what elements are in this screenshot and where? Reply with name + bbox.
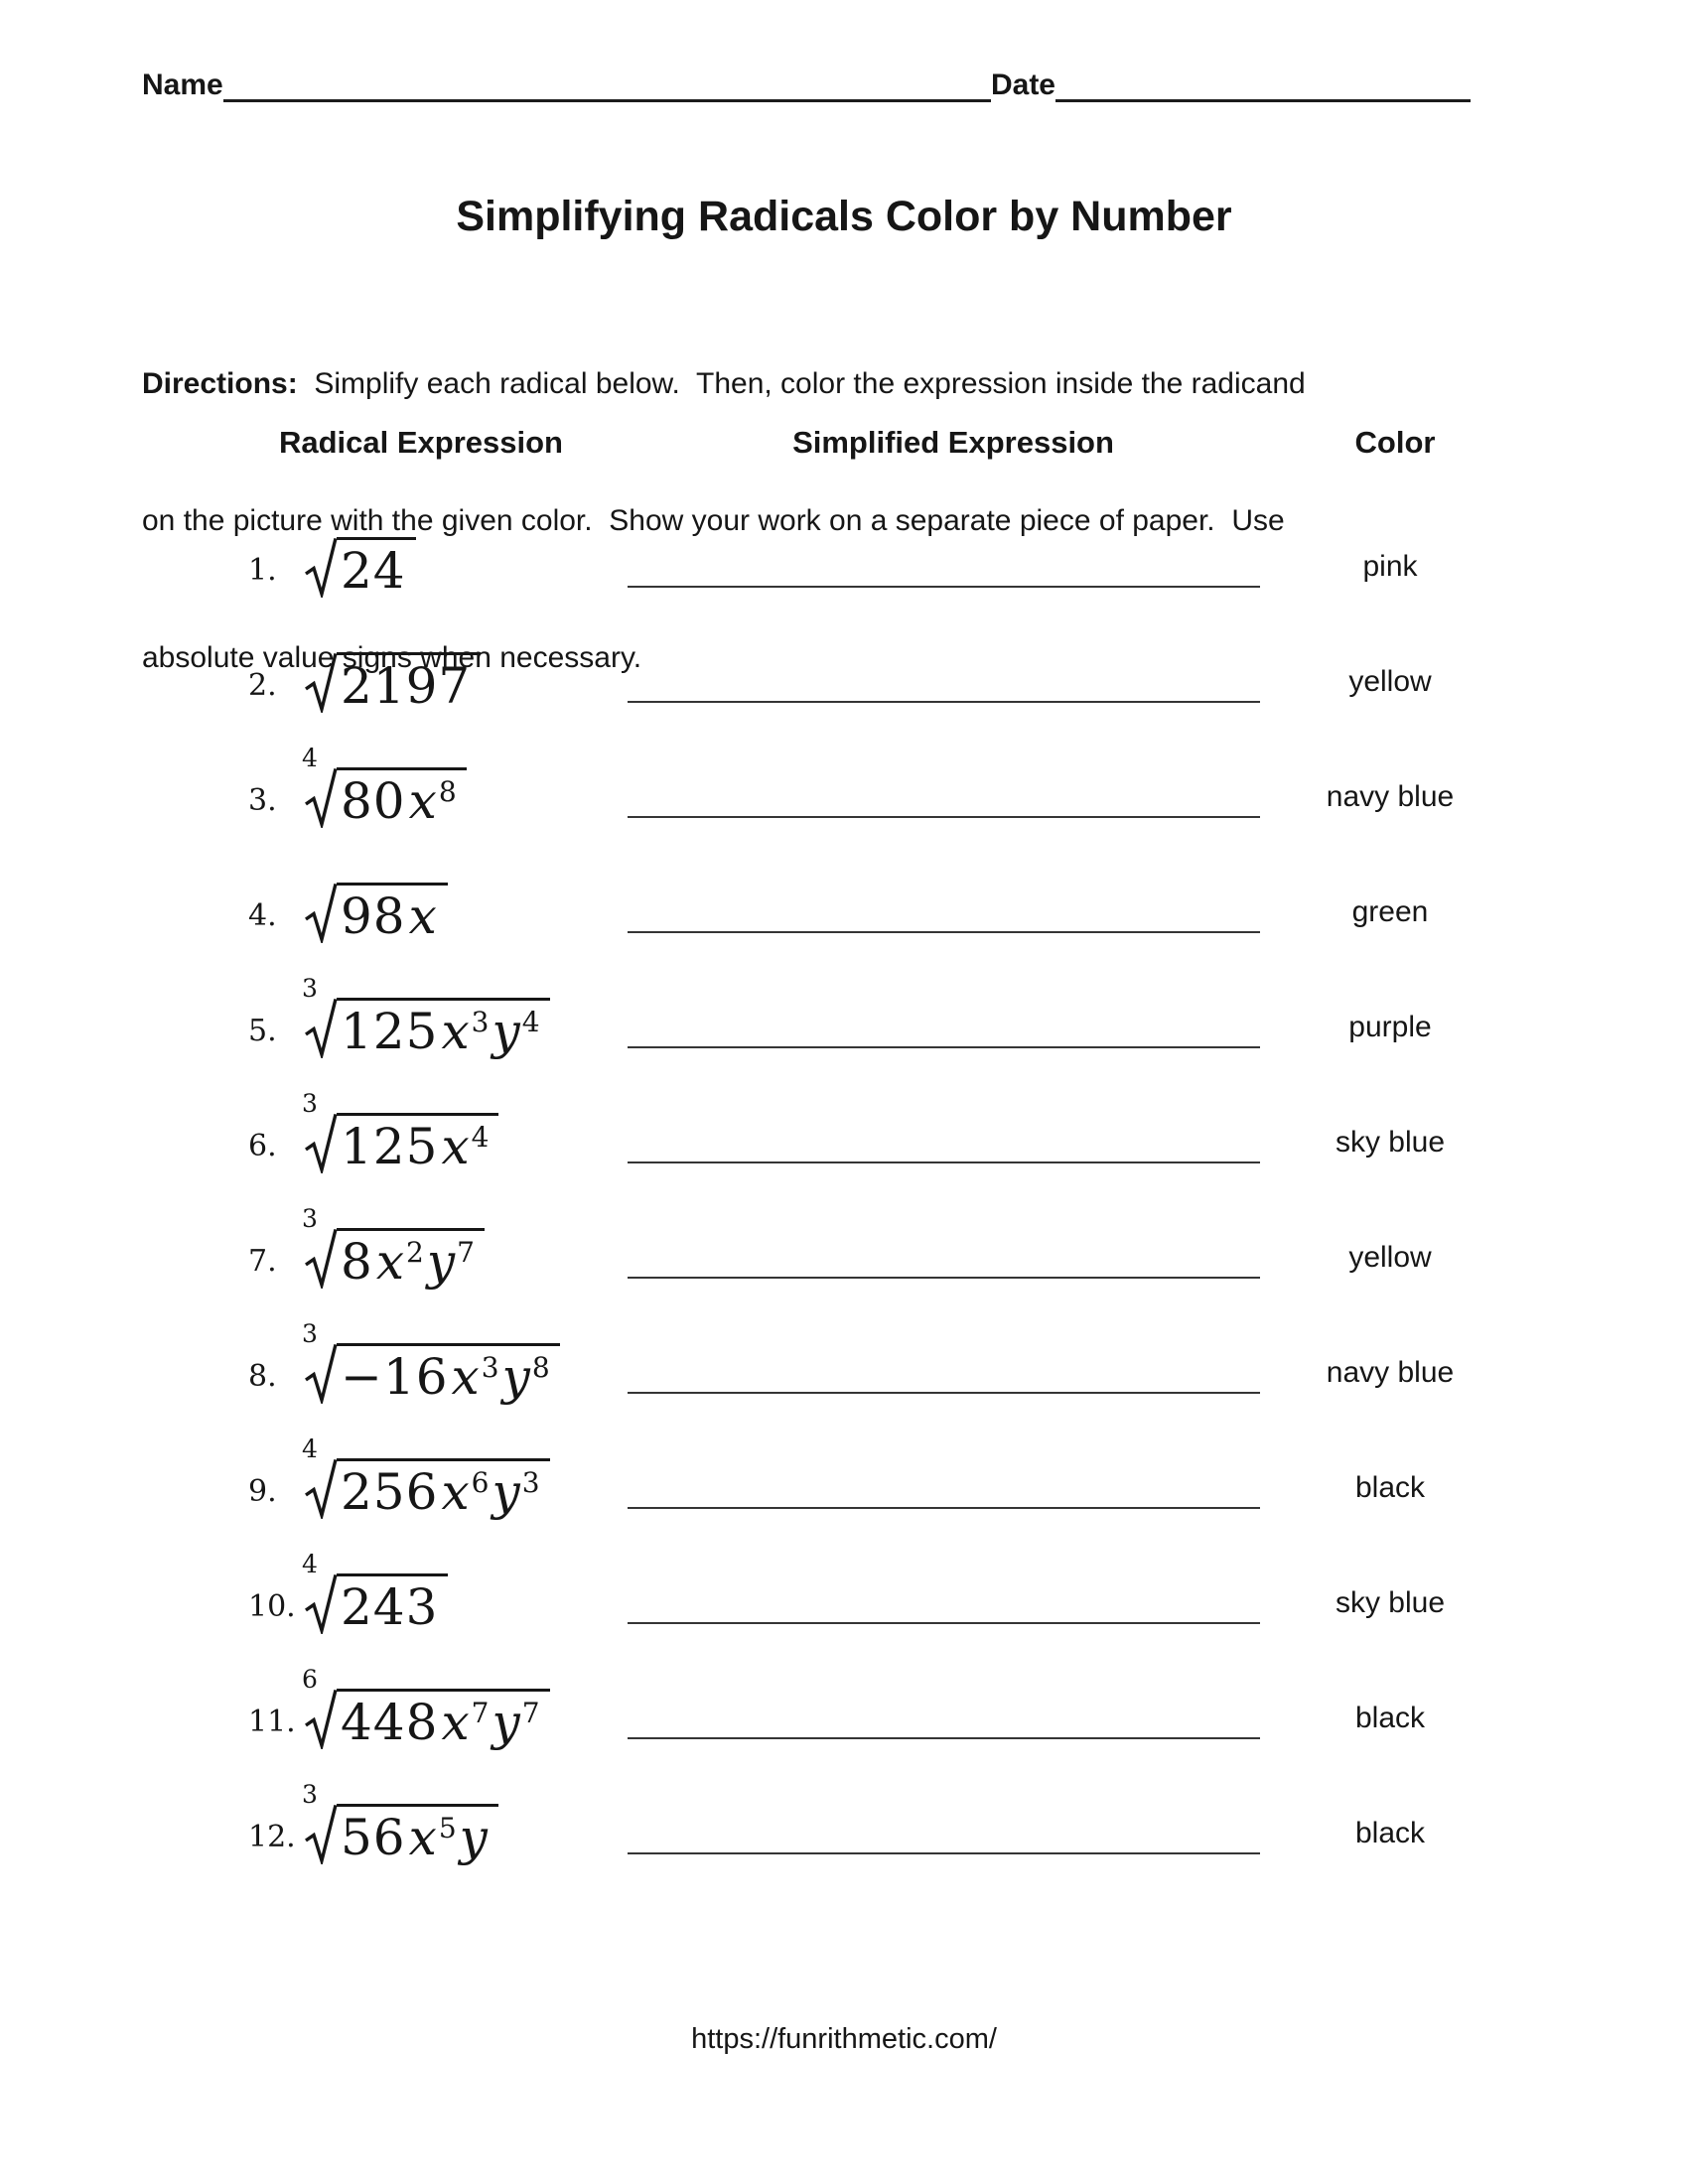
- radical-symbol-icon: [304, 1573, 338, 1634]
- answer-line[interactable]: [628, 701, 1260, 703]
- radicand: [337, 1228, 485, 1289]
- table-row: [0, 1527, 1688, 1642]
- radical-expression: [302, 1204, 485, 1291]
- radical: [302, 1550, 448, 1636]
- page-title: Simplifying Radicals Color by Number: [456, 193, 1232, 240]
- answer-line[interactable]: [628, 1161, 1260, 1163]
- radical-symbol-icon: [304, 1113, 338, 1173]
- radicand-token: 98: [341, 887, 406, 945]
- table-row: [0, 1066, 1688, 1181]
- radicand-token: x: [441, 1118, 470, 1175]
- header-radical-expression: Radical Expression: [278, 425, 563, 460]
- radicand-token: 256: [341, 1463, 439, 1521]
- radicand: [337, 1458, 550, 1519]
- radical-symbol-icon: [304, 998, 338, 1058]
- directions-line: [142, 361, 1306, 407]
- date-label: Date: [990, 68, 1055, 101]
- row-number: 11.: [248, 1705, 296, 1739]
- radicand-token: 7: [521, 1696, 540, 1729]
- radical-index: 3: [302, 1780, 318, 1809]
- radicand-token: 4: [471, 1120, 490, 1154]
- table-row: [0, 1297, 1688, 1412]
- answer-line[interactable]: [628, 1392, 1260, 1394]
- date-line[interactable]: [1055, 66, 1471, 102]
- radical: [302, 1780, 498, 1866]
- radicand-token: −16: [341, 1348, 449, 1406]
- radical-expression: [302, 1089, 498, 1175]
- radical-expression: [302, 974, 550, 1060]
- radicand-token: y: [492, 1003, 520, 1060]
- row-number: 3.: [248, 783, 277, 818]
- radicand-token: 3: [481, 1350, 499, 1384]
- radicand-token: 243: [341, 1578, 439, 1636]
- answer-line[interactable]: [628, 816, 1260, 818]
- radical: [302, 1319, 560, 1406]
- radicand-token: 8: [341, 1233, 373, 1291]
- radicand-token: 56: [341, 1809, 406, 1866]
- row-number: 9.: [248, 1474, 277, 1509]
- radical: [302, 974, 550, 1060]
- radical-index: 6: [302, 1665, 318, 1694]
- radical-index: 3: [302, 1319, 318, 1348]
- color-label: green: [1351, 895, 1429, 928]
- radicand-token: 448: [341, 1694, 439, 1751]
- radical: [302, 744, 467, 830]
- radicand-token: 6: [471, 1465, 490, 1499]
- table-row: [0, 721, 1688, 836]
- row-number: 4.: [248, 898, 277, 933]
- radicand-token: 7: [471, 1696, 490, 1729]
- answer-line[interactable]: [628, 1737, 1260, 1739]
- radical-expression: [302, 744, 467, 830]
- answer-line[interactable]: [628, 1852, 1260, 1854]
- radicand-token: x: [441, 1003, 470, 1060]
- radicand-token: 2: [406, 1235, 424, 1269]
- radicand-token: 3: [471, 1005, 490, 1038]
- radical: [302, 1204, 485, 1291]
- answer-table-rows: [0, 490, 1688, 1872]
- radical-expression: [302, 1550, 448, 1636]
- color-label: navy blue: [1326, 780, 1455, 813]
- row-number: 5.: [248, 1014, 277, 1048]
- radicand: [337, 1113, 498, 1173]
- radical-symbol-icon: [304, 1689, 338, 1749]
- radicand-token: 2197: [341, 657, 472, 715]
- radical: [304, 652, 481, 713]
- radical-index: 4: [302, 744, 318, 772]
- radical-index: 3: [302, 1089, 318, 1118]
- radical-symbol-icon: [304, 883, 338, 943]
- footer-url[interactable]: https://funrithmetic.com/: [691, 2023, 997, 2055]
- color-label: purple: [1348, 1011, 1432, 1043]
- radical-expression: [302, 1434, 550, 1521]
- column-headers: [0, 425, 1688, 471]
- radicand: [337, 883, 448, 943]
- radicand-token: x: [441, 1463, 470, 1521]
- radicand: [337, 1343, 560, 1404]
- table-row: [0, 606, 1688, 721]
- radical-symbol-icon: [304, 1804, 338, 1864]
- radicand-token: x: [441, 1694, 470, 1751]
- header-color: Color: [1354, 425, 1436, 460]
- row-number: 10.: [248, 1589, 296, 1624]
- answer-line[interactable]: [628, 931, 1260, 933]
- table-row: [0, 836, 1688, 951]
- radical: [302, 1434, 550, 1521]
- radicand: [337, 1689, 550, 1749]
- radicand-token: y: [501, 1348, 530, 1406]
- radicand-token: x: [375, 1233, 405, 1291]
- radical: [304, 537, 416, 598]
- radical-symbol-icon: [304, 537, 338, 598]
- radical-index: 4: [302, 1434, 318, 1463]
- table-row: [0, 1412, 1688, 1527]
- radicand-token: 3: [521, 1465, 540, 1499]
- radical-expression: [304, 883, 448, 943]
- name-label: Name: [142, 68, 223, 101]
- radicand-token: 8: [531, 1350, 550, 1384]
- radicand-token: x: [408, 887, 437, 945]
- radicand-token: 125: [341, 1003, 439, 1060]
- name-date-row: [142, 66, 1471, 102]
- radical-expression: [302, 1665, 550, 1751]
- radical-symbol-icon: [304, 767, 338, 828]
- radical-index: 3: [302, 1204, 318, 1233]
- radicand-token: y: [426, 1233, 456, 1291]
- directions-text: Simplify each radical below. Then, color the expression inside the radicand: [297, 367, 1306, 400]
- radicand-token: 7: [457, 1235, 475, 1269]
- color-label: pink: [1362, 550, 1418, 583]
- answer-line[interactable]: [628, 1046, 1260, 1048]
- radicand-token: 125: [341, 1118, 439, 1175]
- color-label: navy blue: [1326, 1356, 1455, 1389]
- radicand-token: x: [408, 1809, 437, 1866]
- radicand-token: y: [492, 1463, 520, 1521]
- radicand: [337, 652, 481, 713]
- color-label: black: [1354, 1702, 1426, 1734]
- row-number: 7.: [248, 1244, 277, 1279]
- radicand-token: 5: [438, 1811, 457, 1844]
- row-number: 8.: [248, 1359, 277, 1394]
- radical-index: 3: [302, 974, 318, 1003]
- table-row: [0, 490, 1688, 606]
- color-label: sky blue: [1335, 1126, 1446, 1159]
- radical-symbol-icon: [304, 1458, 338, 1519]
- radicand: [337, 767, 467, 828]
- color-label: yellow: [1348, 1241, 1432, 1274]
- color-label: black: [1354, 1471, 1426, 1504]
- color-label: sky blue: [1335, 1586, 1446, 1619]
- radicand-token: x: [408, 772, 437, 830]
- directions-label: Directions:: [142, 367, 298, 400]
- radical-expression: [304, 652, 481, 713]
- table-row: [0, 951, 1688, 1066]
- radicand: [337, 998, 550, 1058]
- name-line[interactable]: [223, 66, 991, 102]
- radical-symbol-icon: [304, 1343, 338, 1404]
- row-number: 12.: [248, 1820, 296, 1854]
- radical: [302, 1089, 498, 1175]
- radical-symbol-icon: [304, 652, 338, 713]
- radical-expression: [302, 1780, 498, 1866]
- directions-text: on the picture with the given color. Show your work on a separate piece of paper. Use: [142, 504, 1285, 537]
- radical-expression: [304, 537, 416, 598]
- table-row: [0, 1757, 1688, 1872]
- row-number: 6.: [248, 1129, 277, 1163]
- answer-line[interactable]: [628, 1507, 1260, 1509]
- directions-text: absolute value signs when necessary.: [142, 641, 642, 674]
- radical: [304, 883, 448, 943]
- table-row: [0, 1642, 1688, 1757]
- radicand-token: x: [451, 1348, 480, 1406]
- radical: [302, 1665, 550, 1751]
- answer-line[interactable]: [628, 1622, 1260, 1624]
- answer-line[interactable]: [628, 586, 1260, 588]
- radicand: [337, 1804, 498, 1864]
- radicand-token: 80: [341, 772, 406, 830]
- radical-index: 4: [302, 1550, 318, 1578]
- table-row: [0, 1181, 1688, 1297]
- radicand: [337, 1573, 448, 1634]
- color-label: yellow: [1348, 665, 1432, 698]
- radicand: [337, 537, 416, 598]
- row-number: 2.: [248, 668, 277, 703]
- radicand-token: 24: [341, 542, 406, 600]
- radicand-token: y: [459, 1809, 488, 1866]
- row-number: 1.: [248, 553, 277, 588]
- color-label: black: [1354, 1817, 1426, 1849]
- radical-symbol-icon: [304, 1228, 338, 1289]
- radical-expression: [302, 1319, 560, 1406]
- radicand-token: 8: [438, 774, 457, 808]
- answer-line[interactable]: [628, 1277, 1260, 1279]
- radicand-token: 4: [521, 1005, 540, 1038]
- header-simplified-expression: Simplified Expression: [792, 425, 1114, 460]
- radicand-token: y: [492, 1694, 520, 1751]
